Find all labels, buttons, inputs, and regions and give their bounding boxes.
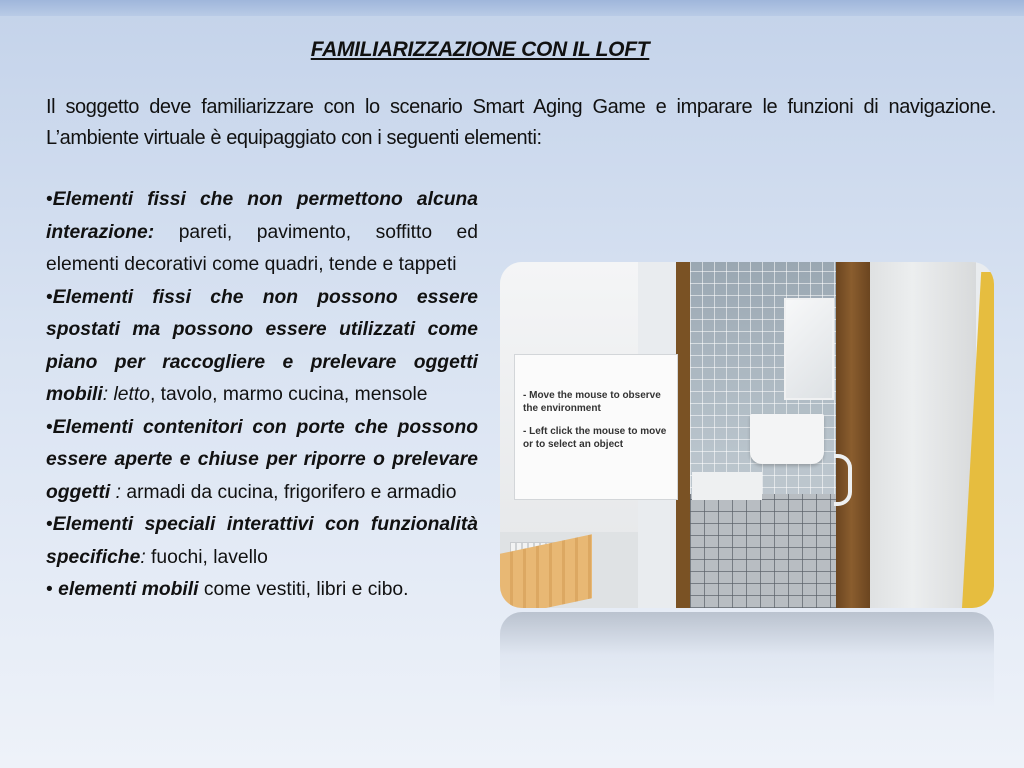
door-handle — [834, 454, 852, 506]
screenshot-reflection — [500, 612, 994, 708]
mirror — [784, 298, 834, 400]
open-door — [870, 262, 976, 608]
bullet-item: •Elementi speciali interattivi con funzionalità specifiche: fuochi, lavello — [46, 514, 478, 568]
bullet-item: •Elementi fissi che non possono essere spostati ma possono essere utilizzati come piano per raccogliere e prelevare oggetti mobili: letto, tavolo, marmo cucina, mensole — [46, 286, 478, 405]
intro-paragraph: Il soggetto deve familiarizzare con lo scenario Smart Aging Game e imparare le funzioni di navigazione. L’ambiente virtuale è equipaggiato con i seguenti elementi: — [46, 96, 996, 149]
bullet-item: •Elementi contenitori con porte che possono essere aperte e chiuse per riporre o prelevare oggetti : armadi da cucina, frigorifero e armadio — [46, 416, 478, 503]
door-frame-right — [836, 262, 870, 608]
bullet-item: • elementi mobili come vestiti, libri e cibo. — [46, 579, 409, 600]
instructions-panel — [514, 354, 678, 500]
sink — [750, 414, 824, 464]
door-frame-left — [676, 262, 690, 608]
top-bar — [0, 0, 1024, 16]
bullet-item: •Elementi fissi che non permettono alcuna interazione: pareti, pavimento, soffitto ed elementi decorativi come quadri, tende e tappeti — [46, 189, 478, 275]
game-screenshot — [500, 262, 994, 608]
bullet-list — [46, 184, 478, 607]
instruction-line: - Left click the mouse to move or to select an object — [523, 426, 667, 450]
instruction-line: - Move the mouse to observe the environment — [523, 390, 661, 414]
bathroom-floor — [690, 494, 836, 608]
slide-title: FAMILIARIZZAZIONE CON IL LOFT — [310, 38, 650, 61]
bathtub — [692, 472, 762, 500]
